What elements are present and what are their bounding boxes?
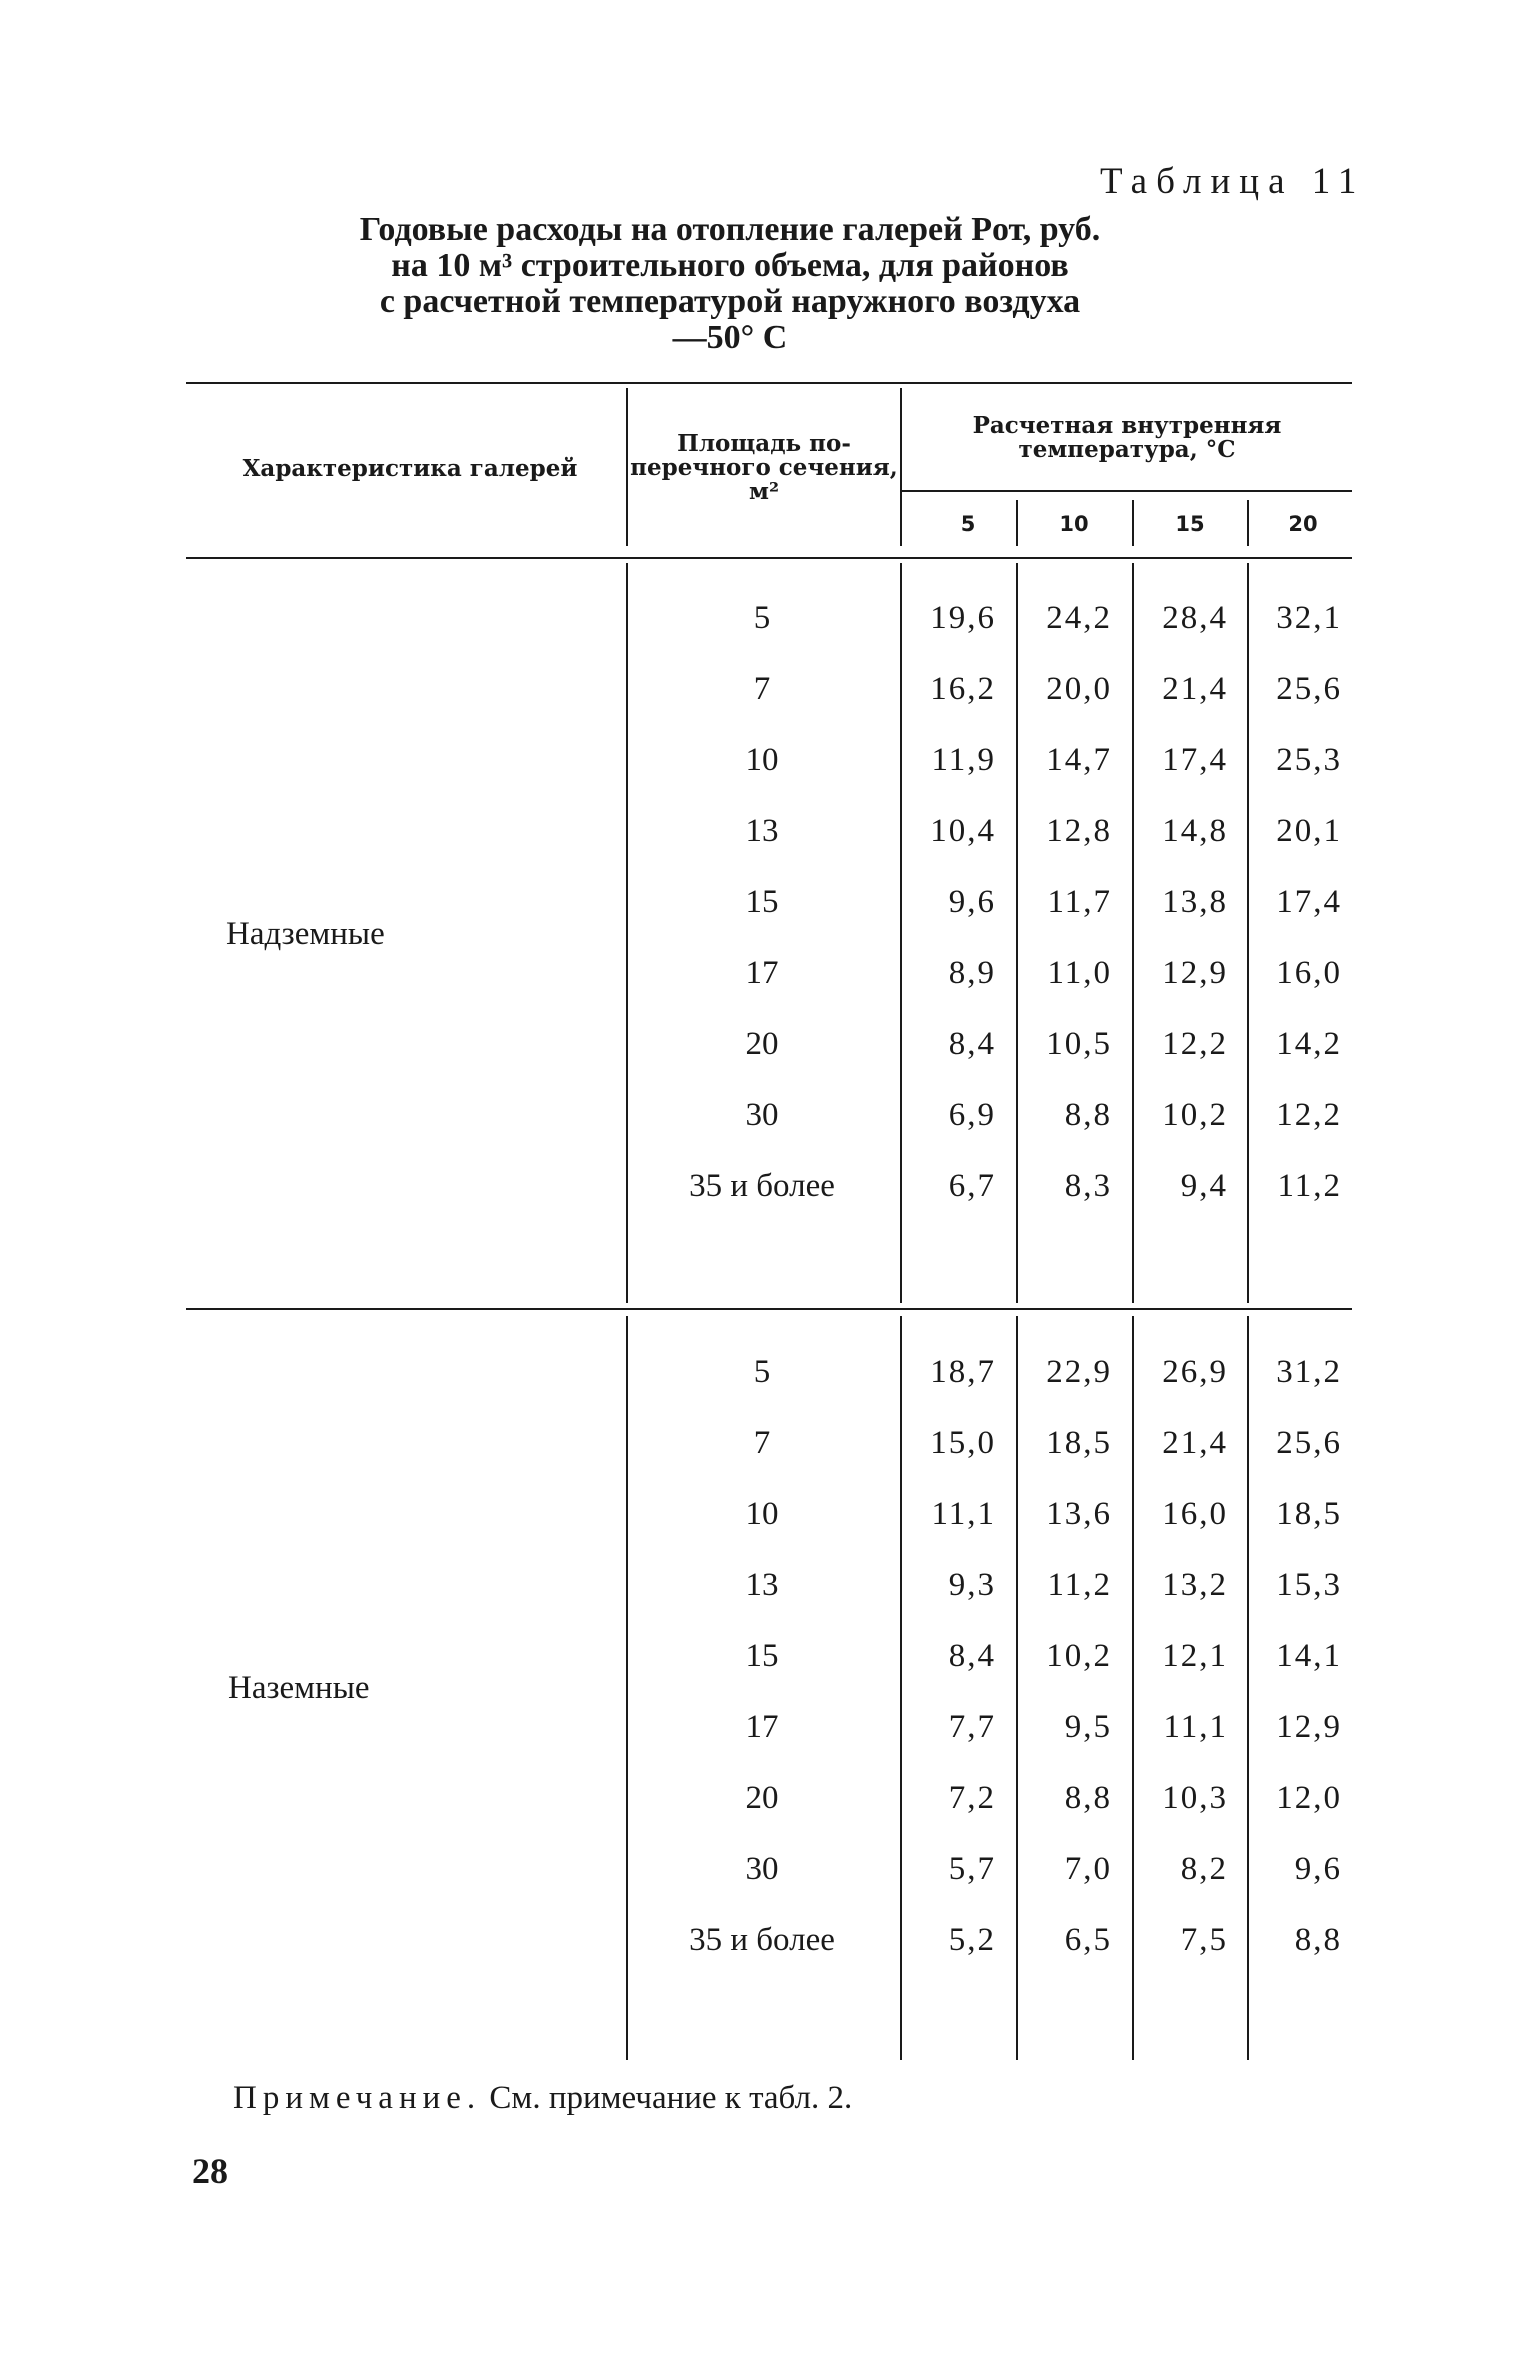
value-cell: 15,0 — [930, 1425, 996, 1461]
value-cell: 13,6 — [1046, 1496, 1112, 1532]
group-divider-rule — [186, 1308, 1352, 1310]
value-cell: 20,1 — [1276, 813, 1342, 849]
value-cell: 11,2 — [1277, 1168, 1342, 1204]
area-cell: 5 — [753, 600, 771, 636]
value-cell: 11,1 — [931, 1496, 996, 1532]
area-cell: 35 и более — [689, 1922, 835, 1958]
header-temp-5: 5 — [960, 512, 976, 536]
area-cell: 30 — [745, 1097, 779, 1133]
value-cell: 7,7 — [948, 1709, 996, 1745]
footnote-label: Примечание. — [233, 2080, 482, 2116]
value-cell: 10,4 — [930, 813, 996, 849]
value-cell: 11,2 — [1047, 1567, 1112, 1603]
value-cell: 8,4 — [948, 1638, 996, 1674]
value-cell: 12,0 — [1276, 1780, 1342, 1816]
value-cell: 6,5 — [1064, 1922, 1112, 1958]
value-cell: 9,4 — [1180, 1168, 1228, 1204]
value-cell: 19,6 — [930, 600, 996, 636]
title-line: на 10 м³ строительного объема, для районов — [391, 247, 1069, 284]
header-col-divider — [1132, 500, 1134, 546]
value-cell: 12,8 — [1046, 813, 1112, 849]
body-col-divider — [626, 563, 628, 1303]
value-cell: 14,8 — [1162, 813, 1228, 849]
value-cell: 10,3 — [1162, 1780, 1228, 1816]
value-cell: 18,5 — [1276, 1496, 1342, 1532]
area-cell: 17 — [745, 955, 779, 991]
value-cell: 9,5 — [1064, 1709, 1112, 1745]
value-cell: 15,3 — [1276, 1567, 1342, 1603]
header-col-divider — [1016, 500, 1018, 546]
area-cell: 7 — [753, 671, 771, 707]
header-temp-15: 15 — [1175, 512, 1205, 536]
table-top-rule — [186, 382, 1352, 384]
value-cell: 14,2 — [1276, 1026, 1342, 1062]
value-cell: 14,1 — [1276, 1638, 1342, 1674]
value-cell: 16,0 — [1162, 1496, 1228, 1532]
header-temperature — [902, 414, 1352, 462]
value-cell: 9,6 — [948, 884, 996, 920]
value-cell: 13,8 — [1162, 884, 1228, 920]
value-cell: 7,2 — [948, 1780, 996, 1816]
group-label-ground: Наземные — [228, 1670, 370, 1706]
value-cell: 6,7 — [948, 1168, 996, 1204]
value-cell: 12,9 — [1276, 1709, 1342, 1745]
value-cell: 8,8 — [1064, 1780, 1112, 1816]
value-cell: 7,5 — [1180, 1922, 1228, 1958]
title-line: —50° С — [672, 319, 788, 356]
value-cell: 25,6 — [1276, 1425, 1342, 1461]
header-temp-line: Расчетная внутренняя — [972, 412, 1282, 439]
group-label-aboveground: Надземные — [226, 916, 385, 952]
value-cell: 24,2 — [1046, 600, 1112, 636]
header-col-divider — [1247, 500, 1249, 546]
value-cell: 12,9 — [1162, 955, 1228, 991]
table-title — [300, 212, 1160, 356]
value-cell: 12,1 — [1162, 1638, 1228, 1674]
value-cell: 5,7 — [948, 1851, 996, 1887]
header-temp-20: 20 — [1288, 512, 1318, 536]
header-characteristic: Характеристика галерей — [242, 455, 578, 482]
value-cell: 9,3 — [948, 1567, 996, 1603]
value-cell: 7,0 — [1064, 1851, 1112, 1887]
footnote-text: См. примечание к табл. 2. — [489, 2080, 853, 2116]
area-cell: 20 — [745, 1026, 779, 1062]
area-cell: 20 — [745, 1780, 779, 1816]
value-cell: 8,3 — [1064, 1168, 1112, 1204]
value-cell: 26,9 — [1162, 1354, 1228, 1390]
value-cell: 8,9 — [948, 955, 996, 991]
header-col-divider — [900, 388, 902, 546]
value-cell: 10,2 — [1046, 1638, 1112, 1674]
table-label: Таблица 11 — [1100, 161, 1366, 202]
title-line: Годовые расходы на отопление галерей Pот, руб. — [359, 211, 1101, 248]
area-cell: 5 — [753, 1354, 771, 1390]
value-cell: 11,0 — [1047, 955, 1112, 991]
header-area-line: м² — [748, 478, 780, 505]
value-cell: 12,2 — [1162, 1026, 1228, 1062]
value-cell: 21,4 — [1162, 671, 1228, 707]
value-cell: 25,3 — [1276, 742, 1342, 778]
area-cell: 7 — [753, 1425, 771, 1461]
value-cell: 13,2 — [1162, 1567, 1228, 1603]
area-cell: 10 — [745, 1496, 779, 1532]
value-cell: 16,0 — [1276, 955, 1342, 991]
area-cell: 30 — [745, 1851, 779, 1887]
value-cell: 8,4 — [948, 1026, 996, 1062]
area-cell: 13 — [745, 813, 779, 849]
temp-header-rule — [902, 490, 1352, 492]
header-area-line: Площадь по- — [677, 430, 851, 457]
value-cell: 17,4 — [1276, 884, 1342, 920]
value-cell: 32,1 — [1276, 600, 1342, 636]
header-area — [628, 432, 900, 504]
header-temp-line: температура, °С — [1018, 436, 1236, 463]
value-cell: 11,9 — [931, 742, 996, 778]
header-bottom-rule — [186, 557, 1352, 559]
value-cell: 28,4 — [1162, 600, 1228, 636]
value-cell: 12,2 — [1276, 1097, 1342, 1133]
area-cell: 15 — [745, 1638, 779, 1674]
value-cell: 8,2 — [1180, 1851, 1228, 1887]
value-cell: 17,4 — [1162, 742, 1228, 778]
page-number: 28 — [192, 2151, 228, 2191]
value-cell: 6,9 — [948, 1097, 996, 1133]
value-cell: 5,2 — [948, 1922, 996, 1958]
value-cell: 22,9 — [1046, 1354, 1112, 1390]
value-cell: 31,2 — [1276, 1354, 1342, 1390]
value-cell: 8,8 — [1294, 1922, 1342, 1958]
area-cell: 17 — [745, 1709, 779, 1745]
header-temp-10: 10 — [1059, 512, 1089, 536]
area-cell: 35 и более — [689, 1168, 835, 1204]
value-cell: 21,4 — [1162, 1425, 1228, 1461]
value-cell: 18,5 — [1046, 1425, 1112, 1461]
value-cell: 18,7 — [930, 1354, 996, 1390]
area-cell: 13 — [745, 1567, 779, 1603]
value-cell: 16,2 — [930, 671, 996, 707]
area-cell: 15 — [745, 884, 779, 920]
value-cell: 11,1 — [1163, 1709, 1228, 1745]
value-cell: 25,6 — [1276, 671, 1342, 707]
footnote — [233, 2080, 852, 2117]
value-cell: 10,2 — [1162, 1097, 1228, 1133]
value-cell: 14,7 — [1046, 742, 1112, 778]
title-line: с расчетной температурой наружного воздуха — [379, 283, 1081, 320]
area-cell: 10 — [745, 742, 779, 778]
body-col-divider — [626, 1316, 628, 2060]
header-area-line: перечного сечения, — [630, 454, 898, 481]
value-cell: 8,8 — [1064, 1097, 1112, 1133]
value-cell: 11,7 — [1047, 884, 1112, 920]
value-cell: 20,0 — [1046, 671, 1112, 707]
value-cell: 9,6 — [1294, 1851, 1342, 1887]
value-cell: 10,5 — [1046, 1026, 1112, 1062]
